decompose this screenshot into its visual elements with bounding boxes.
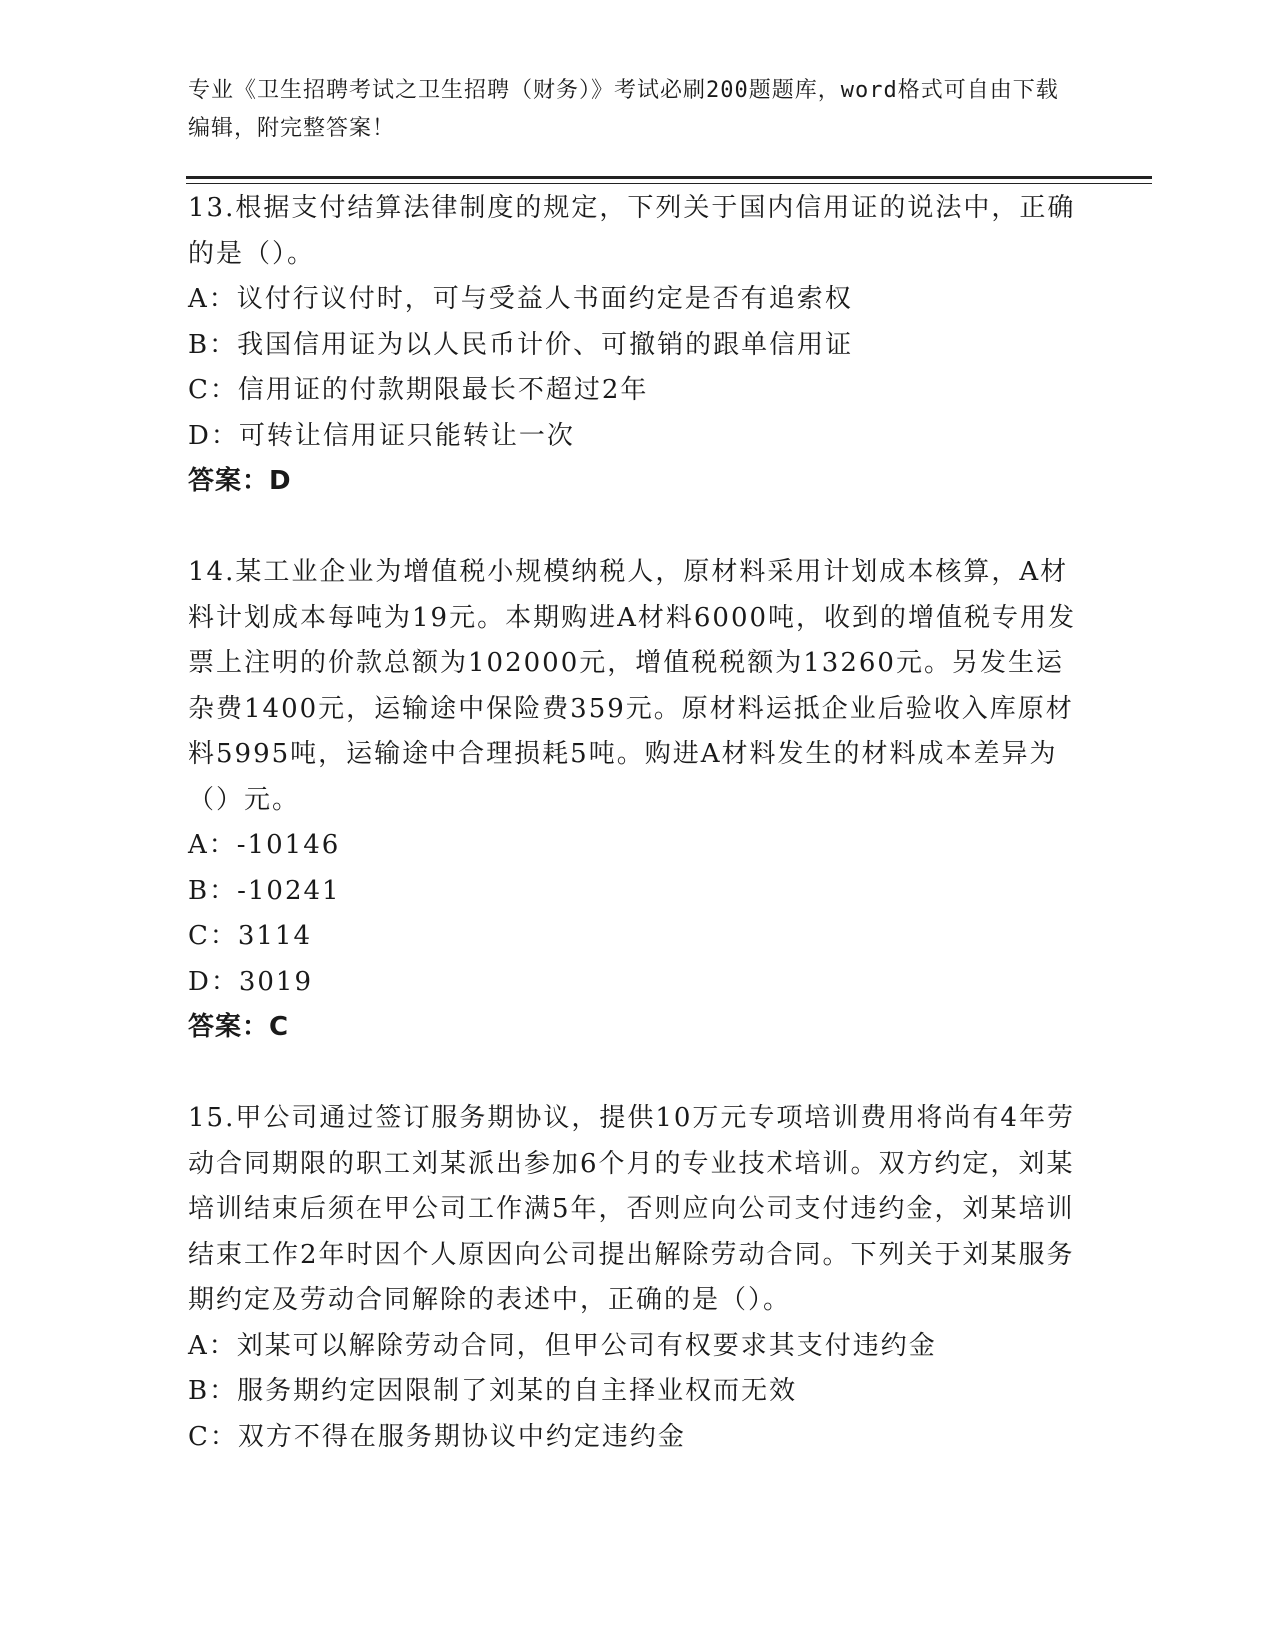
answer-line: 答案：D	[188, 466, 292, 496]
option-c: C：信用证的付款期限最长不超过2年	[188, 375, 649, 405]
document-header: 专业《卫生招聘考试之卫生招聘（财务）》考试必刷200题题库，word格式可自由下载编辑，附完整答案！	[188, 78, 1059, 141]
question-14	[188, 550, 1088, 1051]
question-spacer	[188, 505, 1088, 551]
option-b: B：服务期约定因限制了刘某的自主择业权而无效	[188, 1376, 798, 1406]
option-b: B：-10241	[188, 875, 341, 906]
option-a: A：议付行议付时，可与受益人书面约定是否有追索权	[188, 284, 853, 314]
option-d: D：可转让信用证只能转让一次	[188, 420, 575, 451]
question-stem: 15.甲公司通过签订服务期协议，提供10万元专项培训费用将尚有4年劳动合同期限的职工刘某派出参加6个月的专业技术培训。双方约定，刘某培训结束后须在甲公司工作满5年，否则应向公司支付违约金，刘某培训结束工作2年时因个人原因向公司提出解除劳动合同。下列关于刘某服务期约定及劳动合同解除的表述中，正确的是（）。	[188, 1103, 1075, 1315]
question-13	[188, 186, 1088, 505]
question-spacer	[188, 1051, 1088, 1097]
option-a: A：刘某可以解除劳动合同，但甲公司有权要求其支付违约金	[188, 1330, 937, 1361]
question-stem: 13.根据支付结算法律制度的规定，下列关于国内信用证的说法中，正确的是（）。	[188, 193, 1076, 269]
answer-line: 答案：C	[188, 1012, 290, 1042]
option-a: A：-10146	[188, 830, 341, 860]
header-rule-thin	[186, 183, 1152, 184]
option-c: C：双方不得在服务期协议中约定违约金	[188, 1421, 686, 1452]
header-rule-thick	[186, 176, 1152, 179]
question-list	[188, 186, 1088, 1460]
option-c: C：3114	[188, 921, 313, 951]
question-15	[188, 1096, 1088, 1460]
question-stem: 14.某工业企业为增值税小规模纳税人，原材料采用计划成本核算，A材料计划成本每吨为19元。本期购进A材料6000吨，收到的增值税专用发票上注明的价款总额为102000元，增值税税额为13260元。另发生运杂费1400元，运输途中保险费359元。原材料运抵企业后验收入库原材料5995吨，运输途中合理损耗5吨。购进A材料发生的材料成本差异为（）元。	[188, 557, 1077, 815]
option-b: B：我国信用证为以人民币计价、可撤销的跟单信用证	[188, 329, 854, 360]
option-d: D：3019	[188, 966, 314, 997]
